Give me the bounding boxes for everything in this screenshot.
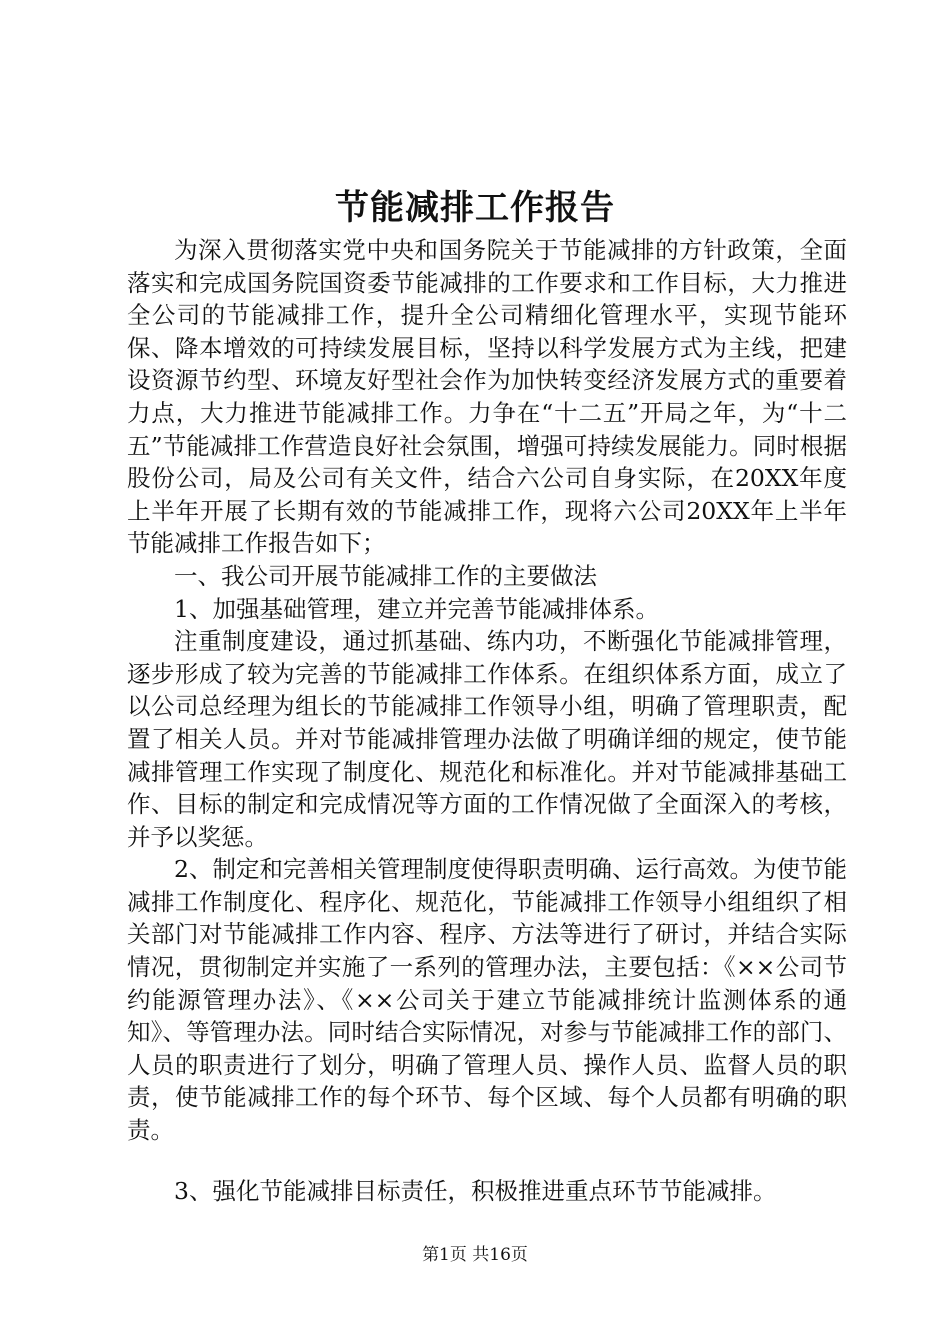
section-heading-main-practices: 一、我公司开展节能减排工作的主要做法 (174, 561, 597, 590)
paragraph-system-building: 注重制度建设，通过抓基础、练内功，不断强化节能减排管理，逐步形成了较为完善的节能减排工作体系。在组织体系方面，成立了以公司总经理为组长的节能减排工作领导小组，明确了管理职责，配置了相关人员。并对节能减排管理办法做了明确详细的规定，使节能减排管理工作实现了制度化、规范化和标准化。并对节能减排基础工作、目标的制定和完成情况等方面的工作情况做了全面深入的考核，并予以奖惩。 (127, 627, 847, 851)
page-footer: 第1页 共16页 (422, 1245, 528, 1265)
paragraph-management-rules: 2、制定和完善相关管理制度使得职责明确、运行高效。为使节能减排工作制度化、程序化、规范化，节能减排工作领导小组组织了相关部门对节能减排工作内容、程序、方法等进行了研讨，并结合实际情况，贯彻制定并实施了一系列的管理办法，主要包括：《××公司节约能源管理办法》、《××公司关于建立节能减排统计监测体系的通知》、等管理办法。同时结合实际情况，对参与节能减排工作的部门、人员的职责进行了划分，明确了管理人员、操作人员、监督人员的职责，使节能减排工作的每个环节、每个区域、每个人员都有明确的职责。 (127, 855, 847, 1145)
paragraph-intro: 为深入贯彻落实党中央和国务院关于节能减排的方针政策，全面落实和完成国务院国资委节能减排的工作要求和工作目标，大力推进全公司的节能减排工作，提升全公司精细化管理水平，实现节能环保、降本增效的可持续发展目标，坚持以科学发展方式为主线，把建设资源节约型、环境友好型社会作为加快转变经济发展方式的重要着力点，大力推进节能减排工作。力争在“十二五”开局之年，为“十二五”节能减排工作营造良好社会氛围，增强可持续发展能力。同时根据股份公司，局及公司有关文件，结合六公司自身实际，在20XX年度上半年开展了长期有效的节能减排工作，现将六公司20XX年上半年节能减排工作报告如下； (127, 236, 847, 558)
document-body (127, 234, 847, 1207)
subheading-basic-management: 1、加强基础管理，建立并完善节能减排体系。 (174, 594, 659, 623)
document-title: 节能减排工作报告 (335, 188, 615, 228)
subheading-target-responsibility: 3、强化节能减排目标责任，积极推进重点环节节能减排。 (174, 1176, 777, 1205)
